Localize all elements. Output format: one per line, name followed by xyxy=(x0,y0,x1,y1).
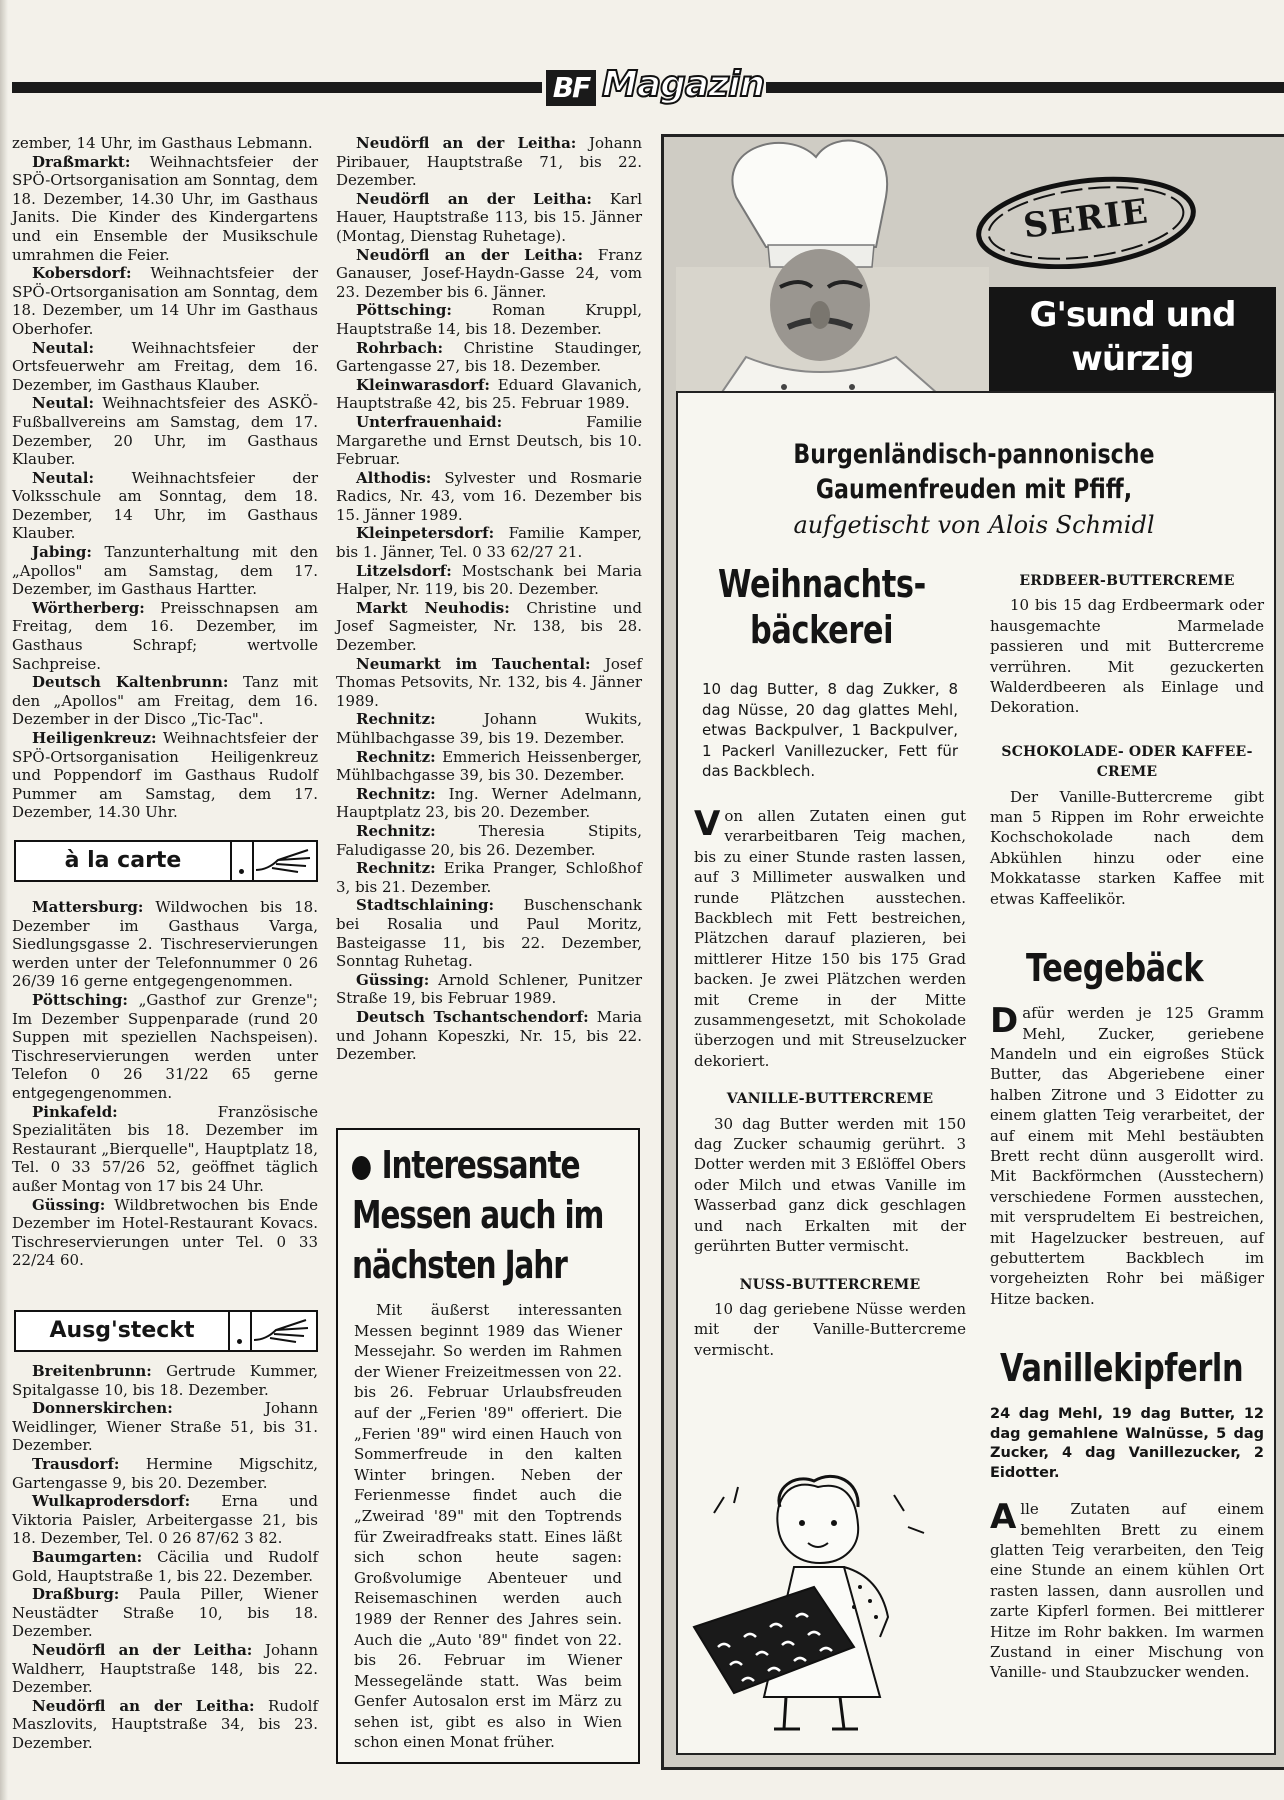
entry-text: Tanz mit den „Apollos" am Freitag, dem 16. Dezember in der Disco „Tic-Tac". xyxy=(12,673,318,729)
heuriger-entry xyxy=(336,859,642,896)
entry-text: Rudolf Maszlovits, Hauptstraße 34, bis 23. Dezember. xyxy=(12,1696,318,1752)
event-entry xyxy=(12,153,318,265)
weihnacht-title xyxy=(718,561,926,653)
entry-text: Weihnachtsfeier des ASKÖ-Fußballvereins am Samstag, dem 17. Dezember, 20 Uhr, im Gasthaus Klauber. xyxy=(12,394,318,469)
heuriger-entry xyxy=(12,1697,318,1753)
entry-text: „Gasthof zur Grenze"; Im Dezember Suppenparade (rund 20 Suppen mit speziellen Nachspeisen). Tischreservierungen werden unter Telefon 0 26 31/22 65 gerne entgegengenommen. xyxy=(12,990,318,1102)
heuriger-entry xyxy=(336,339,642,376)
entry-text: Erna und Viktoria Paisler, Arbeitergasse 21, bis 18. Dezember, Tel. 0 26 87/62 3 82. xyxy=(12,1492,318,1548)
series-byline: aufgetischt von Alois Schmidl xyxy=(793,511,1155,539)
entry-text: Erika Pranger, Schloßhof 3, bis 21. Dezember. xyxy=(336,859,642,896)
messen-body xyxy=(354,1300,622,1753)
kipferl-text: lle Zutaten auf einem bemehlten Brett zu einem glatten Teig verarbeiten, den Teig eine Stunde an einem kühlen Ort rasten lassen, dann ausrollen und zarte Kipferl formen. Bei mittlerer Hitze im Rohr bakken. Im warmen Zustand in einer Mischung von Vanille- und Staubzucker wenden. xyxy=(990,1500,1264,1682)
nuss-title: NUSS-BUTTERCREME xyxy=(739,1276,921,1293)
pointing-hand-icon xyxy=(252,1314,312,1348)
place-name: Draßburg: xyxy=(32,1585,120,1604)
magazine-logo xyxy=(546,66,764,110)
place-name: Kobersdorf: xyxy=(32,264,132,283)
ausgsteckt-label: Ausg'steckt xyxy=(49,1318,195,1343)
place-name: Rechnitz: xyxy=(356,710,436,729)
restaurant-entry xyxy=(12,898,318,991)
serie-badge-text: SERIE xyxy=(1021,191,1151,247)
series-headline xyxy=(664,437,1284,541)
heuriger-entry xyxy=(336,413,642,469)
heuriger-entry xyxy=(336,655,642,711)
dropcap: D xyxy=(990,1001,1019,1042)
right-recipe-column xyxy=(990,571,1264,1683)
dropcap: V xyxy=(694,803,721,844)
place-name: Kleinpetersdorf: xyxy=(356,524,495,543)
weihnacht-body xyxy=(694,803,966,1071)
entry-text: Gertrude Kummer, Spitalgasse 10, bis 18. Dezember. xyxy=(12,1362,318,1399)
kipferl-body xyxy=(990,1499,1264,1683)
logo-short: BF xyxy=(546,70,596,106)
tee-title: Teegebäck xyxy=(1026,946,1204,991)
place-name: Althodis: xyxy=(356,468,432,487)
messen-headline-line1: Interessante xyxy=(381,1143,580,1187)
place-name: Neudörfl an der Leitha: xyxy=(32,1696,255,1715)
entry-text: Johann Piribauer, Hauptstraße 71, bis 22. Dezember. xyxy=(336,134,642,190)
place-name: Neutal: xyxy=(32,338,95,357)
kipferl-title: Vanillekipferln xyxy=(1000,1346,1244,1391)
place-name: Rechnitz: xyxy=(356,747,436,766)
weihnacht-ingredients: 10 dag Butter, 8 dag Zukker, 8 dag Nüsse, 20 dag glattes Mehl, etwas Backpulver, 1 Backpulver, 1 Packerl Vanillezucker, Fett für das Backblech. xyxy=(702,680,958,781)
heuriger-entry xyxy=(12,1548,318,1585)
entry-text: Sylvester und Rosmarie Radics, Nr. 43, vom 16. Dezember bis 15. Jänner 1989. xyxy=(336,468,642,524)
heuriger-entry xyxy=(336,301,642,338)
heuriger-entry xyxy=(336,134,642,190)
entry-text: Buschenschank bei Rosalia und Paul Moritz, Basteigasse 11, bis 22. Dezember, Sonntag Ruhetag. xyxy=(336,896,642,971)
erdbeer-title: ERDBEER-BUTTERCREME xyxy=(1019,573,1235,589)
place-name: Markt Neuhodis: xyxy=(356,598,510,617)
entry-text: Weihnachtsfeier der SPÖ-Ortsorganisation Heiligenkreuz und Poppendorf im Gasthaus Rudolf Pummer am Samstag, dem 17. Dezember, 14.30 Uhr. xyxy=(12,729,318,822)
ausgsteckt-heading xyxy=(14,1310,318,1352)
ausgsteckt-list xyxy=(12,1362,318,1752)
entry-text: Familie Kamper, bis 1. Jänner, Tel. 0 33 62/27 21. xyxy=(336,524,642,562)
place-name: Rechnitz: xyxy=(356,784,436,803)
heuriger-entry xyxy=(336,748,642,785)
heuriger-entry xyxy=(336,785,642,822)
messen-article xyxy=(336,1128,640,1764)
heuriger-entry xyxy=(336,599,642,655)
place-name: Neudörfl an der Leitha: xyxy=(356,189,592,208)
vanille-title: VANILLE-BUTTERCREME xyxy=(726,1091,934,1108)
nuss-text: 10 dag geriebene Nüsse werden mit der Vanille-Buttercreme vermischt. xyxy=(694,1299,966,1359)
kipferl-ingredients: 24 dag Mehl, 19 dag Butter, 12 dag gemahlene Walnüsse, 5 dag Zucker, 4 dag Vanillezucker, 2 Eidotter. xyxy=(990,1406,1264,1481)
entry-text: Hermine Migschitz, Gartengasse 9, bis 20. Dezember. xyxy=(12,1454,318,1492)
restaurant-entry xyxy=(12,1103,318,1196)
baker-girl-illustration xyxy=(684,1467,952,1737)
entry-text: Eduard Glavanich, Hauptstraße 42, bis 25. Februar 1989. xyxy=(336,375,642,413)
series-title-line2: würzig xyxy=(1071,339,1194,379)
event-entry xyxy=(12,339,318,395)
schoko-text: Der Vanille-Buttercreme gibt man 5 Rippen im Rohr erweichte Kochschokolade nach dem Abkühlen hinzu oder eine Mokkatasse starken Kaffee mit etwas Kaffeelikör. xyxy=(990,787,1264,908)
place-name: Rechnitz: xyxy=(356,859,436,878)
heuriger-entry xyxy=(12,1362,318,1399)
place-name: Neudörfl an der Leitha: xyxy=(356,245,583,264)
place-name: Pinkafeld: xyxy=(32,1102,118,1121)
place-name: Unterfrauenhaid: xyxy=(356,412,503,431)
place-name: Breitenbrunn: xyxy=(32,1362,152,1380)
heuriger-entry xyxy=(336,524,642,561)
entry-text: Familie Margarethe und Ernst Deutsch, bis 10. Februar. xyxy=(336,412,642,469)
place-name: Neumarkt im Tauchental: xyxy=(356,654,591,673)
entry-text: Josef Thomas Petsovits, Nr. 132, bis 4. Jänner 1989. xyxy=(336,654,642,710)
erdbeer-text: 10 bis 15 dag Erdbeermark oder hausgemachte Marmelade passieren und mit Buttercreme verrühren. Mit gezuckerten Walderdbeeren als Einlage und Dekoration. xyxy=(990,596,1264,717)
heuriger-entry xyxy=(336,822,642,859)
heuriger-entry xyxy=(336,190,642,246)
heuriger-entry xyxy=(336,710,642,747)
entry-text: Weihnachtsfeier der Ortsfeuerwehr am Freitag, dem 16. Dezember, im Gasthaus Klauber. xyxy=(12,338,318,394)
event-entry xyxy=(12,729,318,822)
place-name: Pöttsching: xyxy=(32,990,128,1009)
heuriger-entry xyxy=(12,1455,318,1492)
event-entry xyxy=(12,134,318,153)
heuriger-entry xyxy=(336,469,642,525)
serie-badge xyxy=(972,173,1200,269)
vanille-text: 30 dag Butter werden mit 150 dag Zucker schaumig gerührt. 3 Dotter werden mit 3 Eßlöffel Obers oder Milch und etwas Vanille im Wasserbad ganz dick geschlagen und nach Erkalten mit der gerührten Butter vermischt. xyxy=(694,1114,966,1256)
series-headline-line2: Gaumenfreuden mit Pfiff, xyxy=(815,474,1133,505)
alacarte-label: à la carte xyxy=(64,848,182,873)
entry-text: Maria und Johann Kopeszki, Nr. 15, bis 22. Dezember. xyxy=(336,1007,642,1064)
entry-text: zember, 14 Uhr, im Gasthaus Lebmann. xyxy=(12,134,313,152)
weihnacht-body-text: on allen Zutaten einen gut verarbeitbaren Teig machen, bis zu einer Stunde rasten lassen, auf 3 Millimeter auswalken und runde Plätzchen ausstechen. Backblech mit Fett bestreichen, Plätzchen darauf plazieren, bei mittlerer Hitze 150 bis 175 Grad backen. Je zwei Plätzchen werden mit Creme in der Mitte zusammengesetzt, mit Schokolade überzogen und mit Streuselzucker dekoriert. xyxy=(694,806,966,1070)
heuriger-entry xyxy=(336,896,642,970)
entry-text: Johann Weidlinger, Wiener Straße 51, bis 31. Dezember. xyxy=(12,1399,318,1455)
entry-text: Wildwochen bis 18. Dezember im Gasthaus Varga, Siedlungsgasse 2. Tischreservierungen werden unter der Telefonnummer 0 26 26/39 16 gerne entgegengenommen. xyxy=(12,898,318,991)
place-name: Jabing: xyxy=(32,543,92,562)
place-name: Litzelsdorf: xyxy=(356,561,452,580)
entry-text: Roman Kruppl, Hauptstraße 14, bis 18. Dezember. xyxy=(336,301,642,338)
place-name: Mattersburg: xyxy=(32,898,144,916)
page-edge-shadow xyxy=(0,0,8,1800)
entry-text: Weihnachtsfeier der SPÖ-Ortsorganisation am Sonntag, dem 18. Dezember, um 14 Uhr im Gasthaus Oberhofer. xyxy=(12,264,318,338)
place-name: Rechnitz: xyxy=(356,821,436,840)
place-name: Draßmarkt: xyxy=(32,152,131,171)
event-entry xyxy=(12,673,318,729)
weihnacht-title-line2: bäckerei xyxy=(750,608,894,652)
messen-body-text: Mit äußerst interessanten Messen beginnt 1989 das Wiener Messejahr. So werden im Rahmen der Wiener Freizeitmessen von 22. bis 26. Februar Urlaubsfreuden auf der „Ferien '89" offeriert. Die „Ferien '89" wird einen Hauch von Sommerfreude in den kalten Winter bringen. Neben der Ferienmesse findet auch die „Zweirad '89" mit den Toptrends für Zweiradfreaks statt. Eines läßt sich schon heute sagen: Großvolumige Abenteuer und Reisemaschinen werden auch 1989 der Renner des Jahres sein. Auch die „Auto '89" findet von 22. bis 26. Februar im Wiener Messegelände statt. Was beim Genfer Autosalon erst im März zu sehen ist, gibt es also in Wien schon einen Monat früher. xyxy=(354,1301,622,1752)
dot-icon xyxy=(230,842,254,880)
event-entry xyxy=(12,394,318,468)
place-name: Neutal: xyxy=(32,468,95,487)
entry-text: Mostschank bei Maria Halper, Nr. 119, bis 20. Dezember. xyxy=(336,561,642,599)
entry-text: Paula Piller, Wiener Neustädter Straße 10, bis 18. Dezember. xyxy=(12,1585,318,1641)
entry-text: Franz Ganauser, Josef-Haydn-Gasse 24, vom 23. Dezember bis 6. Jänner. xyxy=(336,245,642,301)
entry-text: Johann Waldherr, Hauptstraße 148, bis 22. Dezember. xyxy=(12,1640,318,1697)
place-name: Neutal: xyxy=(32,394,95,413)
messen-headline-line2: Messen auch im xyxy=(352,1193,604,1237)
heuriger-entry xyxy=(336,562,642,599)
heuriger-entry xyxy=(336,971,642,1008)
pointing-hand-icon xyxy=(254,844,314,878)
entry-text: Christine Staudinger, Gartengasse 27, bis 18. Dezember. xyxy=(336,338,642,376)
events-column xyxy=(12,134,318,822)
heuriger-entry xyxy=(336,376,642,413)
entry-text: Christine und Josef Sagmeister, Nr. 138, bis 28. Dezember. xyxy=(336,598,642,655)
chef-photo xyxy=(676,137,989,401)
entry-text: Theresia Stipits, Faludigasse 20, bis 26. Dezember. xyxy=(336,821,642,859)
restaurant-entry xyxy=(12,1196,318,1270)
place-name: Rohrbach: xyxy=(356,338,444,357)
heuriger-entry xyxy=(336,1008,642,1064)
place-name: Kleinwarasdorf: xyxy=(356,375,490,394)
place-name: Güssing: xyxy=(32,1195,106,1214)
header-rule-right xyxy=(766,82,1284,93)
tee-body xyxy=(990,1003,1264,1309)
heuriger-entry xyxy=(12,1492,318,1548)
place-name: Wörtherberg: xyxy=(32,598,145,617)
event-entry xyxy=(12,543,318,599)
schoko-title: SCHOKOLADE- ODER KAFFEE-CREME xyxy=(1001,743,1253,781)
entry-text: Johann Wukits, Mühlbachgasse 39, bis 19. Dezember. xyxy=(336,710,642,747)
recipe-series-box xyxy=(661,134,1284,1770)
alacarte-heading xyxy=(14,840,318,882)
heuriger-entry xyxy=(12,1585,318,1641)
place-name: Deutsch Tschantschendorf: xyxy=(356,1007,589,1026)
heuriger-entry xyxy=(336,246,642,302)
bullet-icon xyxy=(352,1156,371,1180)
series-title-band xyxy=(989,287,1276,391)
entry-text: Weihnachtsfeier der Volksschule am Sonntag, dem 18. Dezember, 14 Uhr, im Gasthaus Klauber. xyxy=(12,468,318,543)
entry-text: Wildbretwochen bis Ende Dezember im Hotel-Restaurant Kovacs. Tischreservierungen unter Tel. 0 33 22/24 60. xyxy=(12,1195,318,1270)
event-entry xyxy=(12,469,318,543)
heuriger-entry xyxy=(12,1641,318,1697)
messen-headline xyxy=(352,1140,633,1290)
header-rule-left xyxy=(12,82,542,93)
place-name: Donnerskirchen: xyxy=(32,1399,173,1418)
place-name: Neudörfl an der Leitha: xyxy=(32,1640,253,1659)
entry-text: Arnold Schlener, Punitzer Straße 19, bis Februar 1989. xyxy=(336,970,642,1008)
event-entry xyxy=(12,599,318,673)
entry-text: Ing. Werner Adelmann, Hauptplatz 23, bis 20. Dezember. xyxy=(336,784,642,822)
entry-text: Preisschnapsen am Freitag, dem 16. Dezember, im Gasthaus Schrapf; wertvolle Sachpreise. xyxy=(12,598,318,673)
logo-word: Magazin xyxy=(602,64,765,105)
series-title xyxy=(989,293,1276,381)
entry-text: Weihnachtsfeier der SPÖ-Ortsorganisation am Sonntag, dem 18. Dezember, 14.30 Uhr, im Gasthaus Janits. Die Kinder des Kindergartens und ein Ensemble der Musikschule umrahmen die Feier. xyxy=(12,152,318,264)
dot-icon xyxy=(228,1312,252,1350)
series-headline-line1: Burgenländisch-pannonische xyxy=(793,439,1155,470)
place-name: Heiligenkreuz: xyxy=(32,729,157,747)
place-name: Wulkaprodersdorf: xyxy=(32,1492,191,1511)
entry-text: Tanzunterhaltung mit den „Apollos" am Samstag, dem 17. Dezember, im Gasthaus Hartter. xyxy=(12,543,318,599)
alacarte-list xyxy=(12,898,318,1270)
event-entry xyxy=(12,264,318,338)
heuriger-entry xyxy=(12,1399,318,1455)
place-name: Stadtschlaining: xyxy=(356,896,495,915)
place-name: Baumgarten: xyxy=(32,1547,143,1566)
place-name: Trausdorf: xyxy=(32,1454,120,1473)
weihnacht-title-line1: Weihnachts- xyxy=(718,562,926,606)
entry-text: Cäcilia und Rudolf Gold, Hauptstraße 1, bis 22. Dezember. xyxy=(12,1547,318,1585)
entry-text: Karl Hauer, Hauptstraße 113, bis 15. Jänner (Montag, Dienstag Ruhetage). xyxy=(336,189,642,245)
place-name: Neudörfl an der Leitha: xyxy=(356,134,577,152)
weihnacht-recipe xyxy=(694,561,966,1360)
dropcap: A xyxy=(990,1497,1017,1538)
series-title-line1: G'sund und xyxy=(1029,295,1236,335)
tee-text: afür werden je 125 Gramm Mehl, Zucker, geriebene Mandeln und ein eigroßes Stück Butter, das Abgeriebene einer halben Zitrone und 3 Eidotter zu einem glatten Teig verarbeitet, der auf einem mit Mehl bestäubten Brett recht dünn ausgerollt wird. Mit Backförmchen (Ausstechern) verschiedene Formen ausstechen, mit versprudeltem Ei bestreichen, mit Hagelzucker bestreuen, auf gebuttertem Backblech im vorgeheizten Rohr bei mäßiger Hitze backen. xyxy=(990,1004,1264,1308)
restaurant-entry xyxy=(12,991,318,1103)
place-name: Pöttsching: xyxy=(356,301,452,320)
ausgsteckt-list-continued xyxy=(336,134,642,1064)
place-name: Güssing: xyxy=(356,970,430,989)
entry-text: Emmerich Heissenberger, Mühlbachgasse 39, bis 30. Dezember. xyxy=(336,747,642,785)
entry-text: Französische Spezialitäten bis 18. Dezember im Restaurant „Bierquelle", Hauptplatz 18, Tel. 0 33 57/26 52, geöffnet täglich außer Montag von 17 bis 24 Uhr. xyxy=(12,1102,318,1195)
place-name: Deutsch Kaltenbrunn: xyxy=(32,673,229,692)
messen-headline-line3: nächsten Jahr xyxy=(352,1243,567,1287)
